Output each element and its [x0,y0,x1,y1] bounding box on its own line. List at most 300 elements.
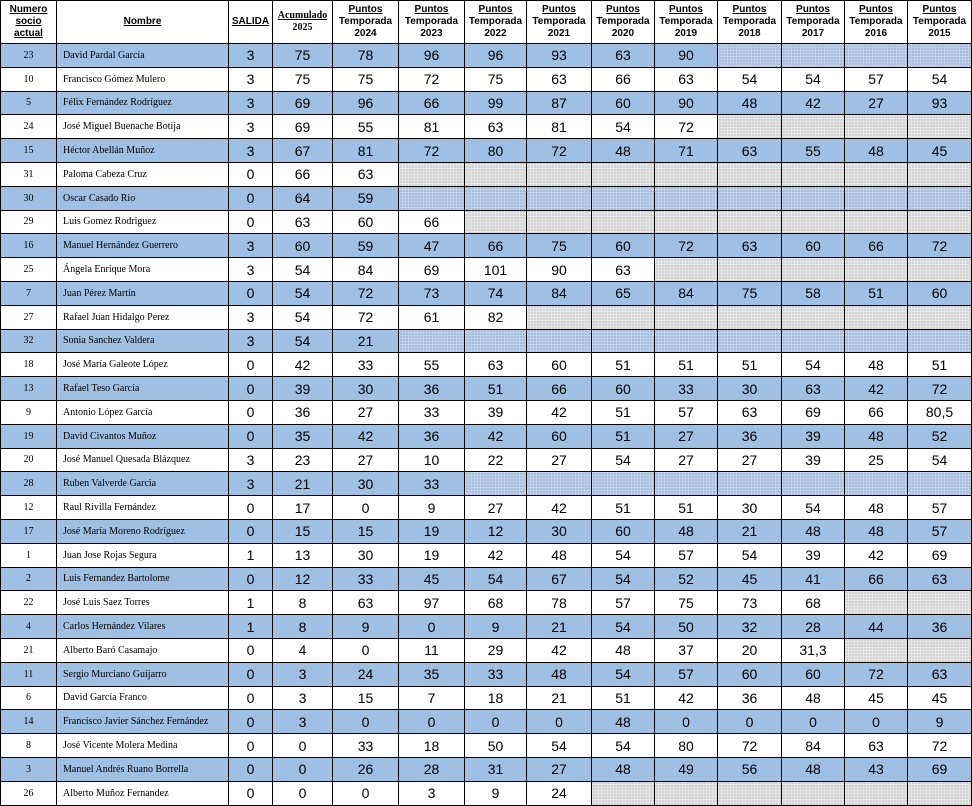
season-points-cell: 30 [333,543,399,567]
empty-season-cell [527,305,592,329]
season-points-cell: 57 [908,519,972,543]
season-points-cell: 42 [782,91,845,115]
empty-season-cell [399,329,465,353]
season-points-cell: 80 [465,139,527,163]
season-points-cell: 78 [333,44,399,68]
season-points-cell: 0 [333,496,399,520]
empty-season-cell [465,162,527,186]
season-points-cell: 9 [333,615,399,639]
empty-season-cell [592,329,655,353]
socio-number-cell: 30 [1,186,57,210]
season-points-cell: 54 [592,734,655,758]
season-points-cell: 0 [333,781,399,805]
salida-cell: 0 [229,186,273,210]
empty-season-cell [655,781,718,805]
season-points-cell: 9 [465,781,527,805]
table-row [1,44,972,68]
season-points-cell: 54 [782,67,845,91]
season-points-cell: 51 [655,353,718,377]
season-points-cell: 72 [399,67,465,91]
socio-number-cell: 14 [1,710,57,734]
season-points-cell: 54 [592,615,655,639]
salida-cell: 0 [229,519,273,543]
season-points-cell: 0 [527,710,592,734]
season-points-cell: 36 [718,424,782,448]
season-points-cell: 73 [399,281,465,305]
season-points-cell: 60 [333,210,399,234]
socio-number-cell: 6 [1,686,57,710]
socio-number-cell: 29 [1,210,57,234]
season-points-cell: 0 [465,710,527,734]
member-name-cell: José María Galeote López [57,353,229,377]
empty-season-cell [782,44,845,68]
season-points-cell: 25 [845,448,908,472]
header-season-2016: Puntos Temporada 2016 [845,1,908,44]
header-salida: SALIDA [229,1,273,44]
salida-cell: 0 [229,400,273,424]
season-points-cell: 30 [333,472,399,496]
season-points-cell: 48 [527,543,592,567]
season-points-cell: 55 [333,115,399,139]
season-points-cell: 60 [592,519,655,543]
socio-number-cell: 16 [1,234,57,258]
header-acumulado [273,1,333,44]
header-season-2023: Puntos Temporada 2023 [399,1,465,44]
table-row [1,781,972,805]
season-points-cell: 27 [527,757,592,781]
socio-number-cell: 15 [1,139,57,163]
acumulado-cell: 69 [273,115,333,139]
member-name-cell: Luis Fernandez Bartolome [57,567,229,591]
empty-season-cell [718,162,782,186]
member-name-cell: Manuel Andrés Ruano Borrella [57,757,229,781]
empty-season-cell [527,329,592,353]
season-points-cell: 0 [333,710,399,734]
season-points-cell: 72 [333,305,399,329]
season-points-cell: 42 [333,424,399,448]
socio-number-cell: 27 [1,305,57,329]
season-points-cell: 80 [655,734,718,758]
acumulado-cell: 54 [273,329,333,353]
header-numero-socio [1,1,57,44]
season-points-cell: 48 [527,662,592,686]
season-points-cell: 48 [845,424,908,448]
empty-season-cell [908,115,972,139]
season-points-cell: 72 [718,734,782,758]
season-points-cell: 71 [655,139,718,163]
salida-cell: 0 [229,638,273,662]
season-points-cell: 63 [908,567,972,591]
table-row [1,234,972,258]
empty-season-cell [718,186,782,210]
table-row [1,377,972,401]
season-points-cell: 97 [399,591,465,615]
season-points-cell: 66 [527,377,592,401]
empty-season-cell [908,781,972,805]
table-body [1,44,972,806]
season-points-cell: 45 [718,567,782,591]
member-name-cell: Raul Rivilla Fernández [57,496,229,520]
season-points-cell: 30 [527,519,592,543]
header-season-2021: Puntos Temporada 2021 [527,1,592,44]
season-points-cell: 39 [782,543,845,567]
empty-season-cell [527,162,592,186]
empty-season-cell [908,472,972,496]
salida-cell: 1 [229,591,273,615]
member-name-cell: Paloma Cabeza Cruz [57,162,229,186]
salida-cell: 1 [229,543,273,567]
season-points-cell: 0 [718,710,782,734]
empty-season-cell [592,210,655,234]
season-points-cell: 33 [399,400,465,424]
season-points-cell: 72 [908,377,972,401]
salida-cell: 0 [229,353,273,377]
acumulado-cell: 75 [273,67,333,91]
member-name-cell: Alberto Baró Casamajo [57,638,229,662]
season-points-cell: 96 [465,44,527,68]
salida-cell: 0 [229,162,273,186]
socio-number-cell: 20 [1,448,57,472]
season-points-cell: 54 [592,448,655,472]
season-points-cell: 37 [655,638,718,662]
season-points-cell: 3 [399,781,465,805]
member-name-cell: Ruben Valverde Garcia [57,472,229,496]
season-points-cell: 54 [718,543,782,567]
member-name-cell: Manuel Hernández Guerrero [57,234,229,258]
socio-number-cell: 11 [1,662,57,686]
season-points-cell: 63 [718,400,782,424]
socio-number-cell: 5 [1,91,57,115]
season-points-cell: 39 [782,424,845,448]
season-points-cell: 58 [782,281,845,305]
acumulado-cell: 35 [273,424,333,448]
empty-season-cell [908,591,972,615]
table-row [1,305,972,329]
empty-season-cell [908,162,972,186]
season-points-cell: 75 [333,67,399,91]
member-name-cell: José Luis Saez Torres [57,591,229,615]
header-season-2020: Puntos Temporada 2020 [592,1,655,44]
season-points-cell: 63 [333,591,399,615]
season-points-cell: 0 [399,710,465,734]
salida-cell: 0 [229,662,273,686]
season-points-cell: 27 [655,448,718,472]
season-points-cell: 51 [592,424,655,448]
season-points-cell: 81 [527,115,592,139]
season-points-cell: 66 [845,400,908,424]
season-points-cell: 54 [592,567,655,591]
season-points-cell: 29 [465,638,527,662]
season-points-cell: 45 [845,686,908,710]
table-row [1,186,972,210]
season-points-cell: 18 [399,734,465,758]
salida-cell: 3 [229,448,273,472]
season-points-cell: 68 [782,591,845,615]
season-points-cell: 33 [655,377,718,401]
socio-number-cell: 31 [1,162,57,186]
table-row [1,67,972,91]
season-points-cell: 41 [782,567,845,591]
salida-cell: 3 [229,91,273,115]
member-name-cell: José Vicente Molera Medina [57,734,229,758]
table-row [1,448,972,472]
season-points-cell: 33 [399,472,465,496]
season-points-cell: 48 [782,757,845,781]
season-points-cell: 33 [465,662,527,686]
season-points-cell: 0 [399,615,465,639]
season-points-cell: 57 [908,496,972,520]
season-points-cell: 48 [718,91,782,115]
salida-cell: 3 [229,67,273,91]
season-points-cell: 36 [399,377,465,401]
socio-number-cell: 32 [1,329,57,353]
season-points-cell: 59 [333,234,399,258]
empty-season-cell [718,781,782,805]
empty-season-cell [845,472,908,496]
season-points-cell: 72 [845,662,908,686]
season-points-cell: 51 [655,496,718,520]
salida-cell: 0 [229,424,273,448]
season-points-cell: 32 [718,615,782,639]
socio-number-cell: 10 [1,67,57,91]
season-points-cell: 28 [782,615,845,639]
table-row [1,91,972,115]
season-points-cell: 54 [592,662,655,686]
header-acumulado-year: 2025 [292,22,313,33]
season-points-cell: 75 [718,281,782,305]
season-points-cell: 63 [465,353,527,377]
salida-cell: 0 [229,210,273,234]
acumulado-cell: 66 [273,162,333,186]
header-season-2017: Puntos Temporada 2017 [782,1,845,44]
member-name-cell: David Pardal García [57,44,229,68]
season-points-cell: 42 [527,496,592,520]
season-points-cell: 27 [465,496,527,520]
empty-season-cell [908,258,972,282]
season-points-cell: 27 [333,448,399,472]
empty-season-cell [527,472,592,496]
member-name-cell: José María Moreno Rodríguez [57,519,229,543]
acumulado-cell: 17 [273,496,333,520]
salida-cell: 0 [229,710,273,734]
season-points-cell: 24 [333,662,399,686]
season-points-cell: 60 [592,91,655,115]
empty-season-cell [655,472,718,496]
empty-season-cell [782,115,845,139]
season-points-cell: 42 [465,543,527,567]
header-acumulado-line1: Acumulado [277,10,328,21]
season-points-cell: 60 [592,234,655,258]
season-points-cell: 27 [845,91,908,115]
season-points-cell: 75 [465,67,527,91]
acumulado-cell: 3 [273,710,333,734]
member-name-cell: Francisco Gómez Mulero [57,67,229,91]
season-points-cell: 48 [655,519,718,543]
season-points-cell: 22 [465,448,527,472]
season-points-cell: 48 [592,710,655,734]
season-points-cell: 84 [655,281,718,305]
season-points-cell: 52 [908,424,972,448]
season-points-cell: 45 [399,567,465,591]
socio-number-cell: 21 [1,638,57,662]
salida-cell: 0 [229,567,273,591]
season-points-cell: 60 [527,353,592,377]
season-points-cell: 27 [333,400,399,424]
empty-season-cell [782,258,845,282]
season-points-cell: 11 [399,638,465,662]
season-points-cell: 30 [718,377,782,401]
season-points-cell: 63 [655,67,718,91]
season-points-cell: 33 [333,353,399,377]
empty-season-cell [782,305,845,329]
salida-cell: 0 [229,734,273,758]
salida-cell: 1 [229,615,273,639]
socio-number-cell: 22 [1,591,57,615]
table-row [1,662,972,686]
member-name-cell: Héctor Abellán Muñoz [57,139,229,163]
season-points-cell: 28 [399,757,465,781]
acumulado-cell: 0 [273,757,333,781]
member-name-cell: Antonio López García [57,400,229,424]
member-name-cell: Alberto Muñoz Fernandez [57,781,229,805]
season-points-cell: 47 [399,234,465,258]
season-points-cell: 15 [333,686,399,710]
season-points-cell: 57 [845,67,908,91]
member-name-cell: José Manuel Quesada Blázquez [57,448,229,472]
empty-season-cell [845,305,908,329]
empty-season-cell [782,186,845,210]
season-points-cell: 72 [655,234,718,258]
season-points-cell: 49 [655,757,718,781]
season-points-cell: 90 [527,258,592,282]
acumulado-cell: 13 [273,543,333,567]
header-numero-line1: Numero [9,4,48,15]
season-points-cell: 48 [592,139,655,163]
salida-cell: 0 [229,686,273,710]
season-points-cell: 75 [527,234,592,258]
season-points-cell: 63 [718,234,782,258]
season-points-cell: 33 [333,567,399,591]
season-points-cell: 66 [845,234,908,258]
empty-season-cell [845,44,908,68]
salida-cell: 3 [229,305,273,329]
table-row [1,615,972,639]
table-row [1,686,972,710]
season-points-cell: 7 [399,686,465,710]
season-points-cell: 84 [527,281,592,305]
member-name-cell: Francisco Javier Sánchez Fernández [57,710,229,734]
season-points-cell: 27 [718,448,782,472]
empty-season-cell [592,186,655,210]
empty-season-cell [908,329,972,353]
acumulado-cell: 36 [273,400,333,424]
empty-season-cell [655,329,718,353]
header-season-2019: Puntos Temporada 2019 [655,1,718,44]
acumulado-cell: 15 [273,519,333,543]
member-name-cell: Sonia Sanchez Valdera [57,329,229,353]
acumulado-cell: 54 [273,258,333,282]
season-points-cell: 73 [718,591,782,615]
season-points-cell: 57 [655,400,718,424]
empty-season-cell [908,44,972,68]
season-points-cell: 72 [527,139,592,163]
empty-season-cell [845,186,908,210]
header-numero-line2: socio [15,16,42,27]
salida-cell: 0 [229,377,273,401]
member-name-cell: Carlos Hernández Vilares [57,615,229,639]
season-points-cell: 78 [527,591,592,615]
empty-season-cell [399,162,465,186]
season-points-cell: 12 [465,519,527,543]
season-points-cell: 21 [527,615,592,639]
season-points-cell: 51 [592,686,655,710]
table-row [1,496,972,520]
season-points-cell: 48 [845,519,908,543]
season-points-cell: 39 [465,400,527,424]
empty-season-cell [718,472,782,496]
empty-season-cell [845,162,908,186]
season-points-cell: 50 [655,615,718,639]
season-points-cell: 93 [908,91,972,115]
season-points-cell: 63 [333,162,399,186]
season-points-cell: 42 [465,424,527,448]
season-points-cell: 9 [399,496,465,520]
salida-cell: 0 [229,781,273,805]
season-points-cell: 36 [908,615,972,639]
season-points-cell: 63 [592,44,655,68]
acumulado-cell: 12 [273,567,333,591]
empty-season-cell [908,638,972,662]
socio-number-cell: 9 [1,400,57,424]
season-points-cell: 69 [908,757,972,781]
season-points-cell: 54 [592,543,655,567]
acumulado-cell: 8 [273,615,333,639]
season-points-cell: 84 [782,734,845,758]
socio-number-cell: 19 [1,424,57,448]
empty-season-cell [845,258,908,282]
season-points-cell: 65 [592,281,655,305]
salida-cell: 0 [229,281,273,305]
table-row [1,400,972,424]
season-points-cell: 101 [465,258,527,282]
member-name-cell: Luis Gomez Rodriguez [57,210,229,234]
table-row [1,210,972,234]
member-name-cell: José Miguel Buenache Botija [57,115,229,139]
salida-cell: 3 [229,115,273,139]
socio-number-cell: 18 [1,353,57,377]
season-points-cell: 27 [655,424,718,448]
empty-season-cell [592,305,655,329]
season-points-cell: 45 [908,686,972,710]
table-row [1,710,972,734]
socio-number-cell: 4 [1,615,57,639]
season-points-cell: 42 [655,686,718,710]
season-points-cell: 43 [845,757,908,781]
season-points-cell: 60 [782,662,845,686]
season-points-cell: 9 [465,615,527,639]
empty-season-cell [527,210,592,234]
member-name-cell: Rafael Teso García [57,377,229,401]
member-name-cell: Félix Fernández Rodríguez [57,91,229,115]
season-points-cell: 24 [527,781,592,805]
header-season-2015: Puntos Temporada 2015 [908,1,972,44]
season-points-cell: 0 [782,710,845,734]
season-points-cell: 19 [399,519,465,543]
season-points-cell: 44 [845,615,908,639]
empty-season-cell [527,186,592,210]
table-row [1,162,972,186]
socio-number-cell: 24 [1,115,57,139]
